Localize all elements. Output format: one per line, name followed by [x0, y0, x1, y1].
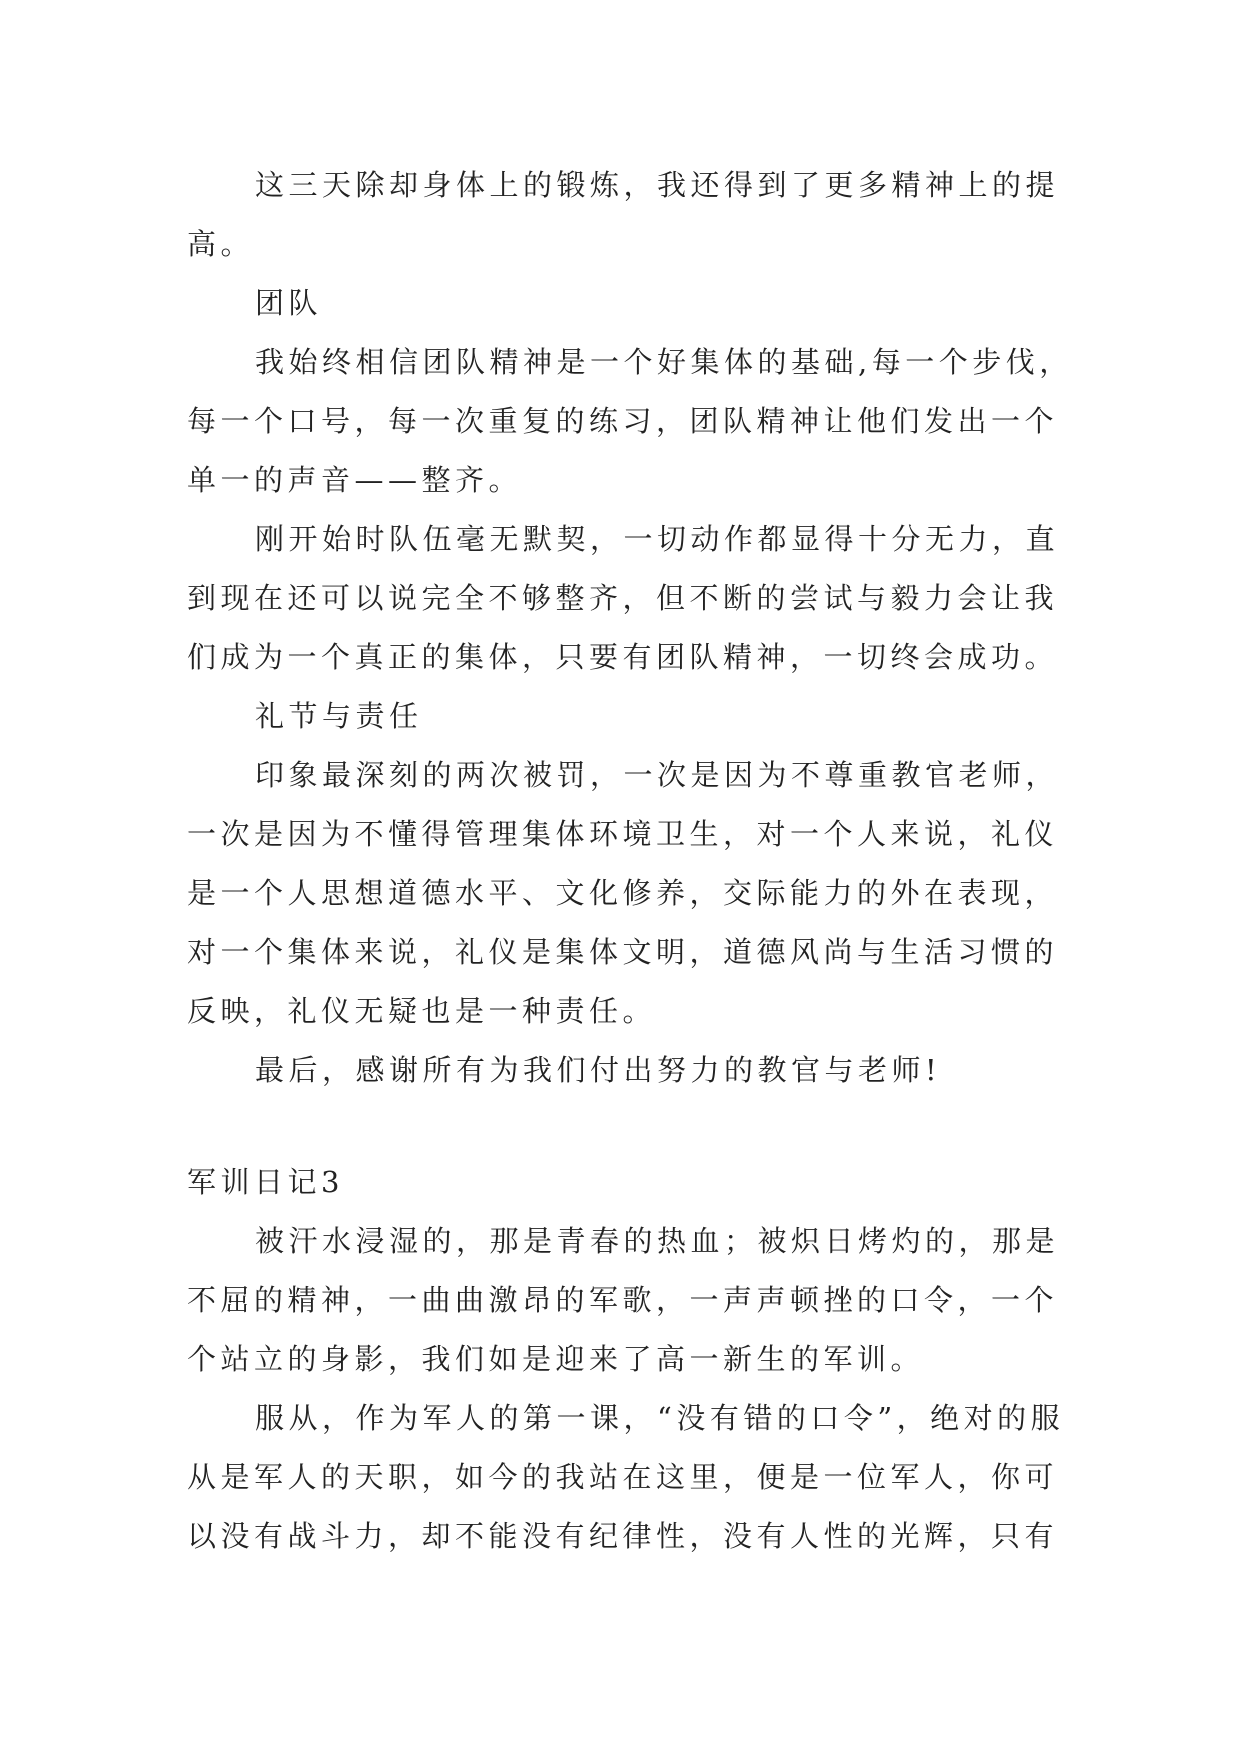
paragraph-line: 刚开始时队伍毫无默契，一切动作都显得十分无力，直 [255, 522, 1060, 556]
paragraph-line: 高。 [187, 227, 255, 261]
paragraph-line: 每一个口号，每一次重复的练习，团队精神让他们发出一个 [187, 404, 1059, 438]
paragraph-line: 一次是因为不懂得管理集体环境卫生，对一个人来说，礼仪 [187, 817, 1059, 851]
paragraph-line: 服从，作为军人的第一课，“没有错的口令”，绝对的服 [255, 1401, 1065, 1435]
paragraph-line: 这三天除却身体上的锻炼，我还得到了更多精神上的提 [255, 168, 1060, 202]
paragraph-line: 最后，感谢所有为我们付出努力的教官与老师! [255, 1053, 942, 1087]
paragraph-line: 单一的声音——整齐。 [187, 463, 523, 497]
paragraph-line: 们成为一个真正的集体，只要有团队精神，一切终会成功。 [187, 640, 1059, 674]
paragraph-line: 是一个人思想道德水平、文化修养，交际能力的外在表现， [187, 876, 1059, 910]
paragraph-line: 以没有战斗力，却不能没有纪律性，没有人性的光辉，只有 [187, 1519, 1059, 1553]
paragraph-line: 到现在还可以说完全不够整齐，但不断的尝试与毅力会让我 [187, 581, 1059, 615]
paragraph-line: 印象最深刻的两次被罚，一次是因为不尊重教官老师， [255, 758, 1060, 792]
paragraph-line: 被汗水浸湿的，那是青春的热血；被炽日烤灼的，那是 [255, 1224, 1060, 1258]
section-gap [187, 1100, 1047, 1153]
document-body [187, 156, 1073, 1566]
diary-title: 军训日记3 [187, 1165, 344, 1199]
paragraph-line: 反映，礼仪无疑也是一种责任。 [187, 994, 657, 1028]
paragraph-line: 不屈的精神，一曲曲激昂的军歌，一声声顿挫的口令，一个 [187, 1283, 1059, 1317]
section-heading-team: 团队 [255, 286, 323, 320]
paragraph-line: 个站立的身影，我们如是迎来了高一新生的军训。 [187, 1342, 925, 1376]
paragraph-line: 我始终相信团队精神是一个好集体的基础,每一个步伐， [255, 345, 1073, 379]
paragraph-line: 对一个集体来说，礼仪是集体文明，道德风尚与生活习惯的 [187, 935, 1059, 969]
section-heading-etiquette: 礼节与责任 [255, 699, 423, 733]
paragraph-line: 从是军人的天职，如今的我站在这里，便是一位军人，你可 [187, 1460, 1059, 1494]
